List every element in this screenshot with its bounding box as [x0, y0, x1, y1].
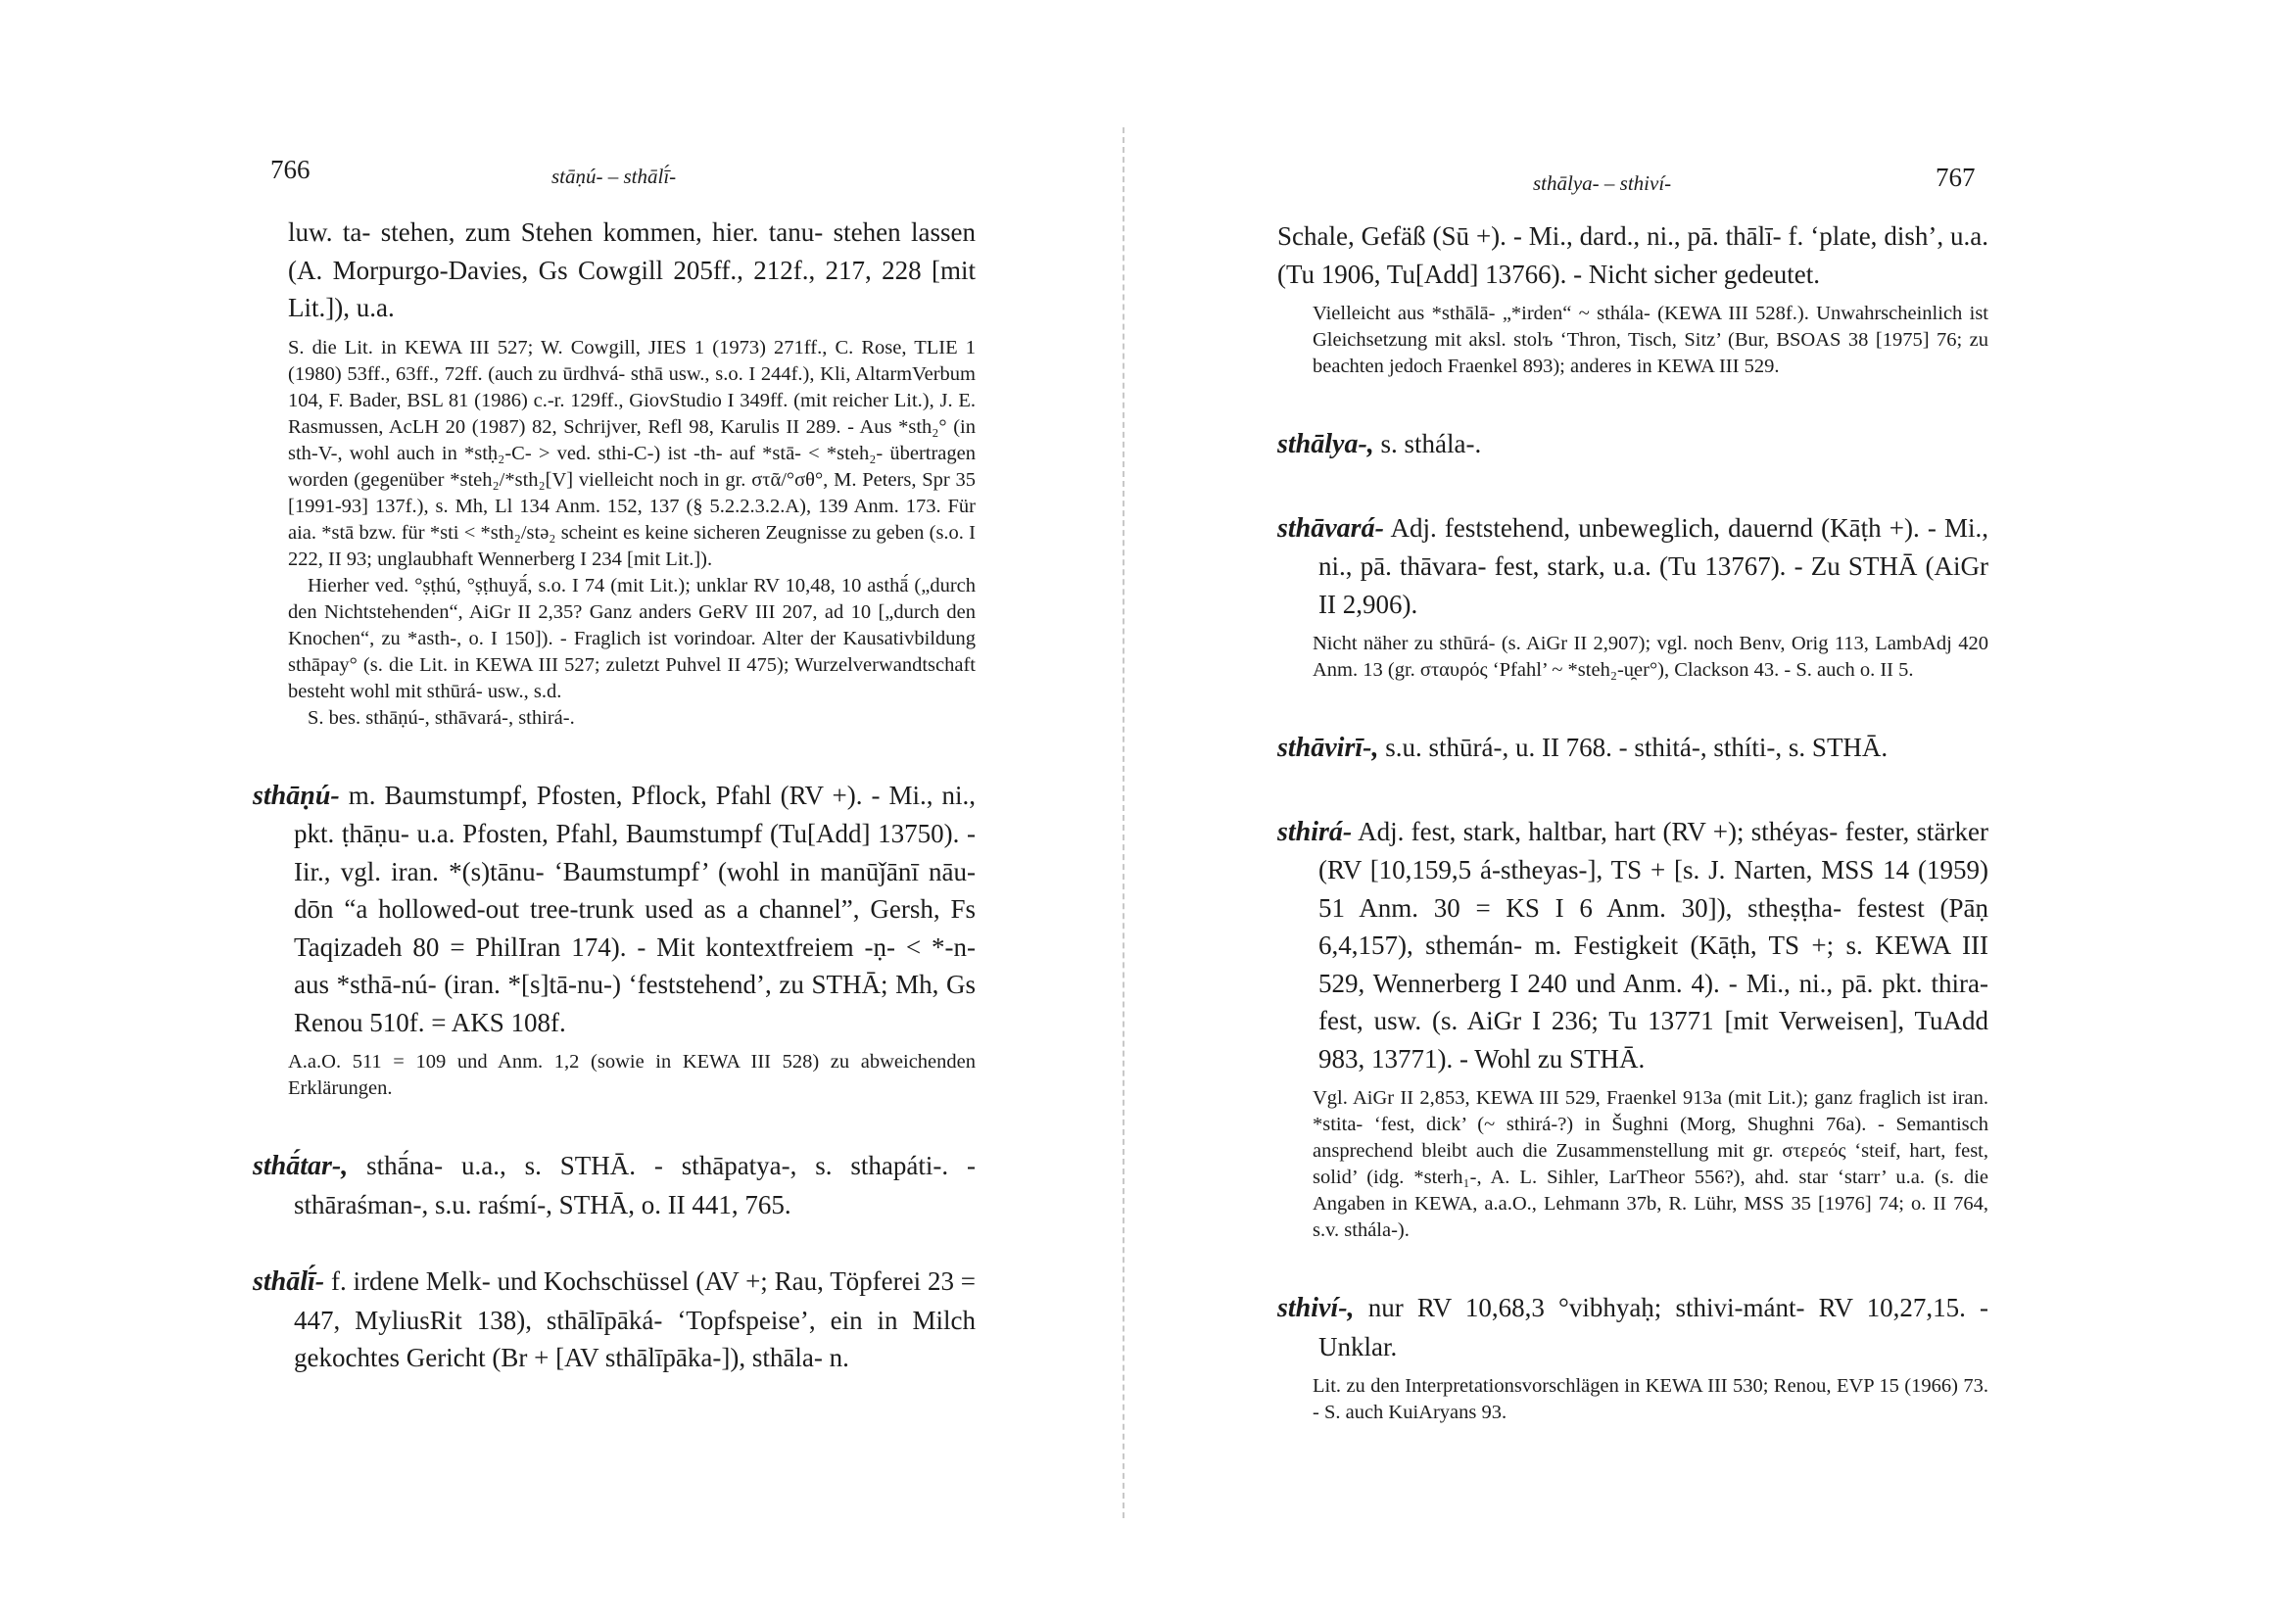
entry-text: s. sthála-. — [1380, 429, 1482, 458]
entry-lemma: sthiví-, — [1277, 1293, 1355, 1323]
page-number-right: 767 — [1936, 163, 1976, 192]
entry-text: nur RV 10,68,3 °vibhyaḥ; sthivi-mánt- RV 10,27,15. - Unklar. — [1318, 1293, 1988, 1361]
right-column — [1277, 217, 1988, 1426]
dictionary-entry — [1277, 1289, 1988, 1365]
entry-lemma: sthā́tar-, — [253, 1151, 349, 1181]
entry-text: f. irdene Melk- und Kochschüssel (AV +; Rau, Töpferei 23 = 447, MyliusRit 138), sthālīpāká- ‘Topfspeise’, ein in Milch gekochtes Gericht (Br + [AV sthālīpāka-]), sthāla- n. — [294, 1266, 976, 1372]
dictionary-entry — [253, 1263, 976, 1377]
dictionary-entry — [253, 1147, 976, 1223]
dictionary-entry — [1277, 729, 1988, 768]
dictionary-entry — [253, 777, 976, 1042]
running-head-right: sthālya- – sthiví- — [1533, 171, 1672, 195]
dictionary-entry — [1277, 509, 1988, 624]
footnote-block: Nicht näher zu sthūrá- (s. AiGr II 2,907); vgl. noch Benv, Orig 113, LambAdj 420 Anm. 13 (gr. σταυρός ‘Pfahl’ ~ *steh₂-u̯er°), Clackson 43. - S. auch o. II 5. — [1313, 633, 1988, 681]
entry-lemma: sthālī́- — [253, 1266, 325, 1297]
entry-text: Adj. feststehend, unbeweglich, dauernd (Kāṭh +). - Mi., ni., pā. thāvara- fest, stark, u.a. (Tu 13767). - Zu STHĀ (AiGr II 2,906). — [1318, 512, 1988, 619]
entry-lemma: sthāvará- — [1277, 512, 1384, 544]
continuation-text: Schale, Gefäß (Sū +). - Mi., dard., ni., pā. thālī- f. ‘plate, dish’, u.a. (Tu 1906, Tu[Add] 13766). - Nicht sicher gedeutet. — [1277, 221, 1988, 289]
footnote-block: Hierher ved. °ṣṭhú, °ṣṭhuyā́, s.o. I 74 (mit Lit.); unklar RV 10,48, 10 asthā́ („durch den Nichtstehenden“, AiGr II 2,35? Ganz anders GeRV III 207, ad 10 [„durch den Knochen“, zu *asth-, o. I 150]). - Fraglich ist vorindoar. Alter der Kausativbildung sthāpay° (s. die Lit. in KEWA III 527; zuletzt Puhvel II 475); Wurzelverwandtschaft besteht wohl mit sthūrá- usw., s.d. — [288, 574, 976, 702]
footnote-block: Vielleicht aus *sthālā- „*irden“ ~ sthála- (KEWA III 528f.). Unwahrscheinlich ist Gleichsetzung mit aksl. stolъ ‘Thron, Tisch, Sitz’ (Bur, BSOAS 38 [1975] 76; zu beachten jedoch Fraenkel 893); anderes in KEWA III 529. — [1313, 303, 1988, 377]
page-number-left: 766 — [270, 155, 311, 184]
entry-lemma: sthālya-, — [1277, 429, 1374, 459]
entry-text: Adj. fest, stark, haltbar, hart (RV +); sthéyas- fester, stärker (RV [10,159,5 á-stheyas-], TS + [s. J. Narten, MSS 14 (1959) 51 Anm. 30 = KS I 6 Anm. 30]), stheṣṭha- festest (Pāṇ 6,4,157), sthemán- m. Festigkeit (Kāṭh, TS +; s. KEWA III 529, Wennerberg I 240 und Anm. 4). - Mi., ni., pā. pkt. thira- fest, usw. (s. AiGr I 236; Tu 13771 [mit Verweisen], TuAdd 983, 13771). - Wohl zu STHĀ. — [1318, 816, 1988, 1073]
footnote-block: S. die Lit. in KEWA III 527; W. Cowgill, JIES 1 (1973) 271ff., C. Rose, TLIE 1 (1980) 53ff., 63ff., 72ff. (auch zu ūrdhvá- sthā usw., s.o. I 244f.), Kli, AltarmVerbum 104, F. Bader, BSL 81 (1986) c.-r. 129ff., GiovStudio I 349ff. (mit reicher Lit.), J. E. Rasmussen, AcLH 20 (1987) 82, Schrijver, Refl 98, Karulis II 289. - Aus *sth₂° (in sth-V-, wohl auch in *stḥ₂-C- > ved. sthi-C-) ist -th- auf *stā- < *steh₂- übertragen worden (gegenüber *steh₂/*sth₂[V] vielleicht noch in gr. στᾶ/°σθ°, M. Peters, Spr 35 [1991-93] 137f.), s. Mh, Ll 134 Anm. 152, 137 (§ 5.2.2.3.2.A), 139 Anm. 173. Für aia. *stā bzw. für *sti < *sth₂/stə₂ scheint es keine sicheren Zeugnisse zu geben (s.o. I 222, II 93; unglaubhaft Wennerberg I 234 [mit Lit.]). — [288, 336, 976, 570]
right-page — [1126, 0, 2296, 1622]
entry-text: m. Baumstumpf, Pfosten, Pflock, Pfahl (RV +). - Mi., ni., pkt. ṭhāṇu- u.a. Pfosten, Pfahl, Baumstumpf (Tu[Add] 13750). - Iir., vgl. iran. *(s)tānu- ‘Baumstumpf’ (wohl in manūǰānī nāu-dōn “a hollowed-out tree-trunk used as a channel”, Gersh, Fs Taqizadeh 80 = PhilIran 174). - Mit kontextfreiem -ṇ- < *-n- aus *sthā-nú- (iran. *[s]tā-nu-) ‘feststehend’, zu STHĀ; Mh, Gs Renou 510f. = AKS 108f. — [294, 780, 976, 1037]
entry-text: sthā́na- u.a., s. STHĀ. - sthāpatya-, s. sthapáti-. - sthāraśman-, s.u. raśmí-, STHĀ, o. II 441, 765. — [294, 1151, 976, 1219]
entry-lemma: sthāṇú- — [253, 780, 340, 811]
footnote-block: A.a.O. 511 = 109 und Anm. 1,2 (sowie in KEWA III 528) zu abweichenden Erklärungen. — [288, 1051, 976, 1099]
dictionary-entry — [1277, 813, 1988, 1078]
continuation-text: luw. ta- stehen, zum Stehen kommen, hier. tanu- stehen lassen (A. Morpurgo-Davies, Gs Cowgill 205ff., 212f., 217, 228 [mit Lit.]), u.a. — [288, 217, 976, 322]
entry-text: s.u. sthūrá-, u. II 768. - sthitá-, sthíti-, s. STHĀ. — [1385, 733, 1889, 762]
footnote-block: Vgl. AiGr II 2,853, KEWA III 529, Fraenkel 913a (mit Lit.); ganz fraglich ist iran. *stita- ‘fest, dick’ (~ sthirá-?) in Šughni (Morg, Shughni 76a). - Semantisch ansprechend bleibt auch die Zusammenstellung mit gr. στερεός ‘steif, hart, fest, solid’ (idg. *sterh₁-, A. L. Sihler, LarTheor 556?), ahd. star ‘starr’ u.a. (s. die Angaben in KEWA, a.a.O., Lehmann 37b, R. Lühr, MSS 35 [1976] 74; o. II 764, s.v. sthála-). — [1313, 1087, 1988, 1241]
entry-lemma: sthāvirī-, — [1277, 733, 1379, 763]
entry-lemma: sthirá- — [1277, 816, 1353, 847]
left-page — [0, 0, 1126, 1622]
left-column — [253, 214, 976, 1377]
footnote-block: S. bes. sthāṇú-, sthāvará-, sthirá-. — [308, 706, 575, 729]
running-head-left: stāṇú- – sthālī́- — [551, 165, 677, 188]
dictionary-entry — [1277, 425, 1988, 464]
footnote-block: Lit. zu den Interpretationsvorschlägen in KEWA III 530; Renou, EVP 15 (1966) 73. - S. auch KuiAryans 93. — [1313, 1375, 1988, 1423]
